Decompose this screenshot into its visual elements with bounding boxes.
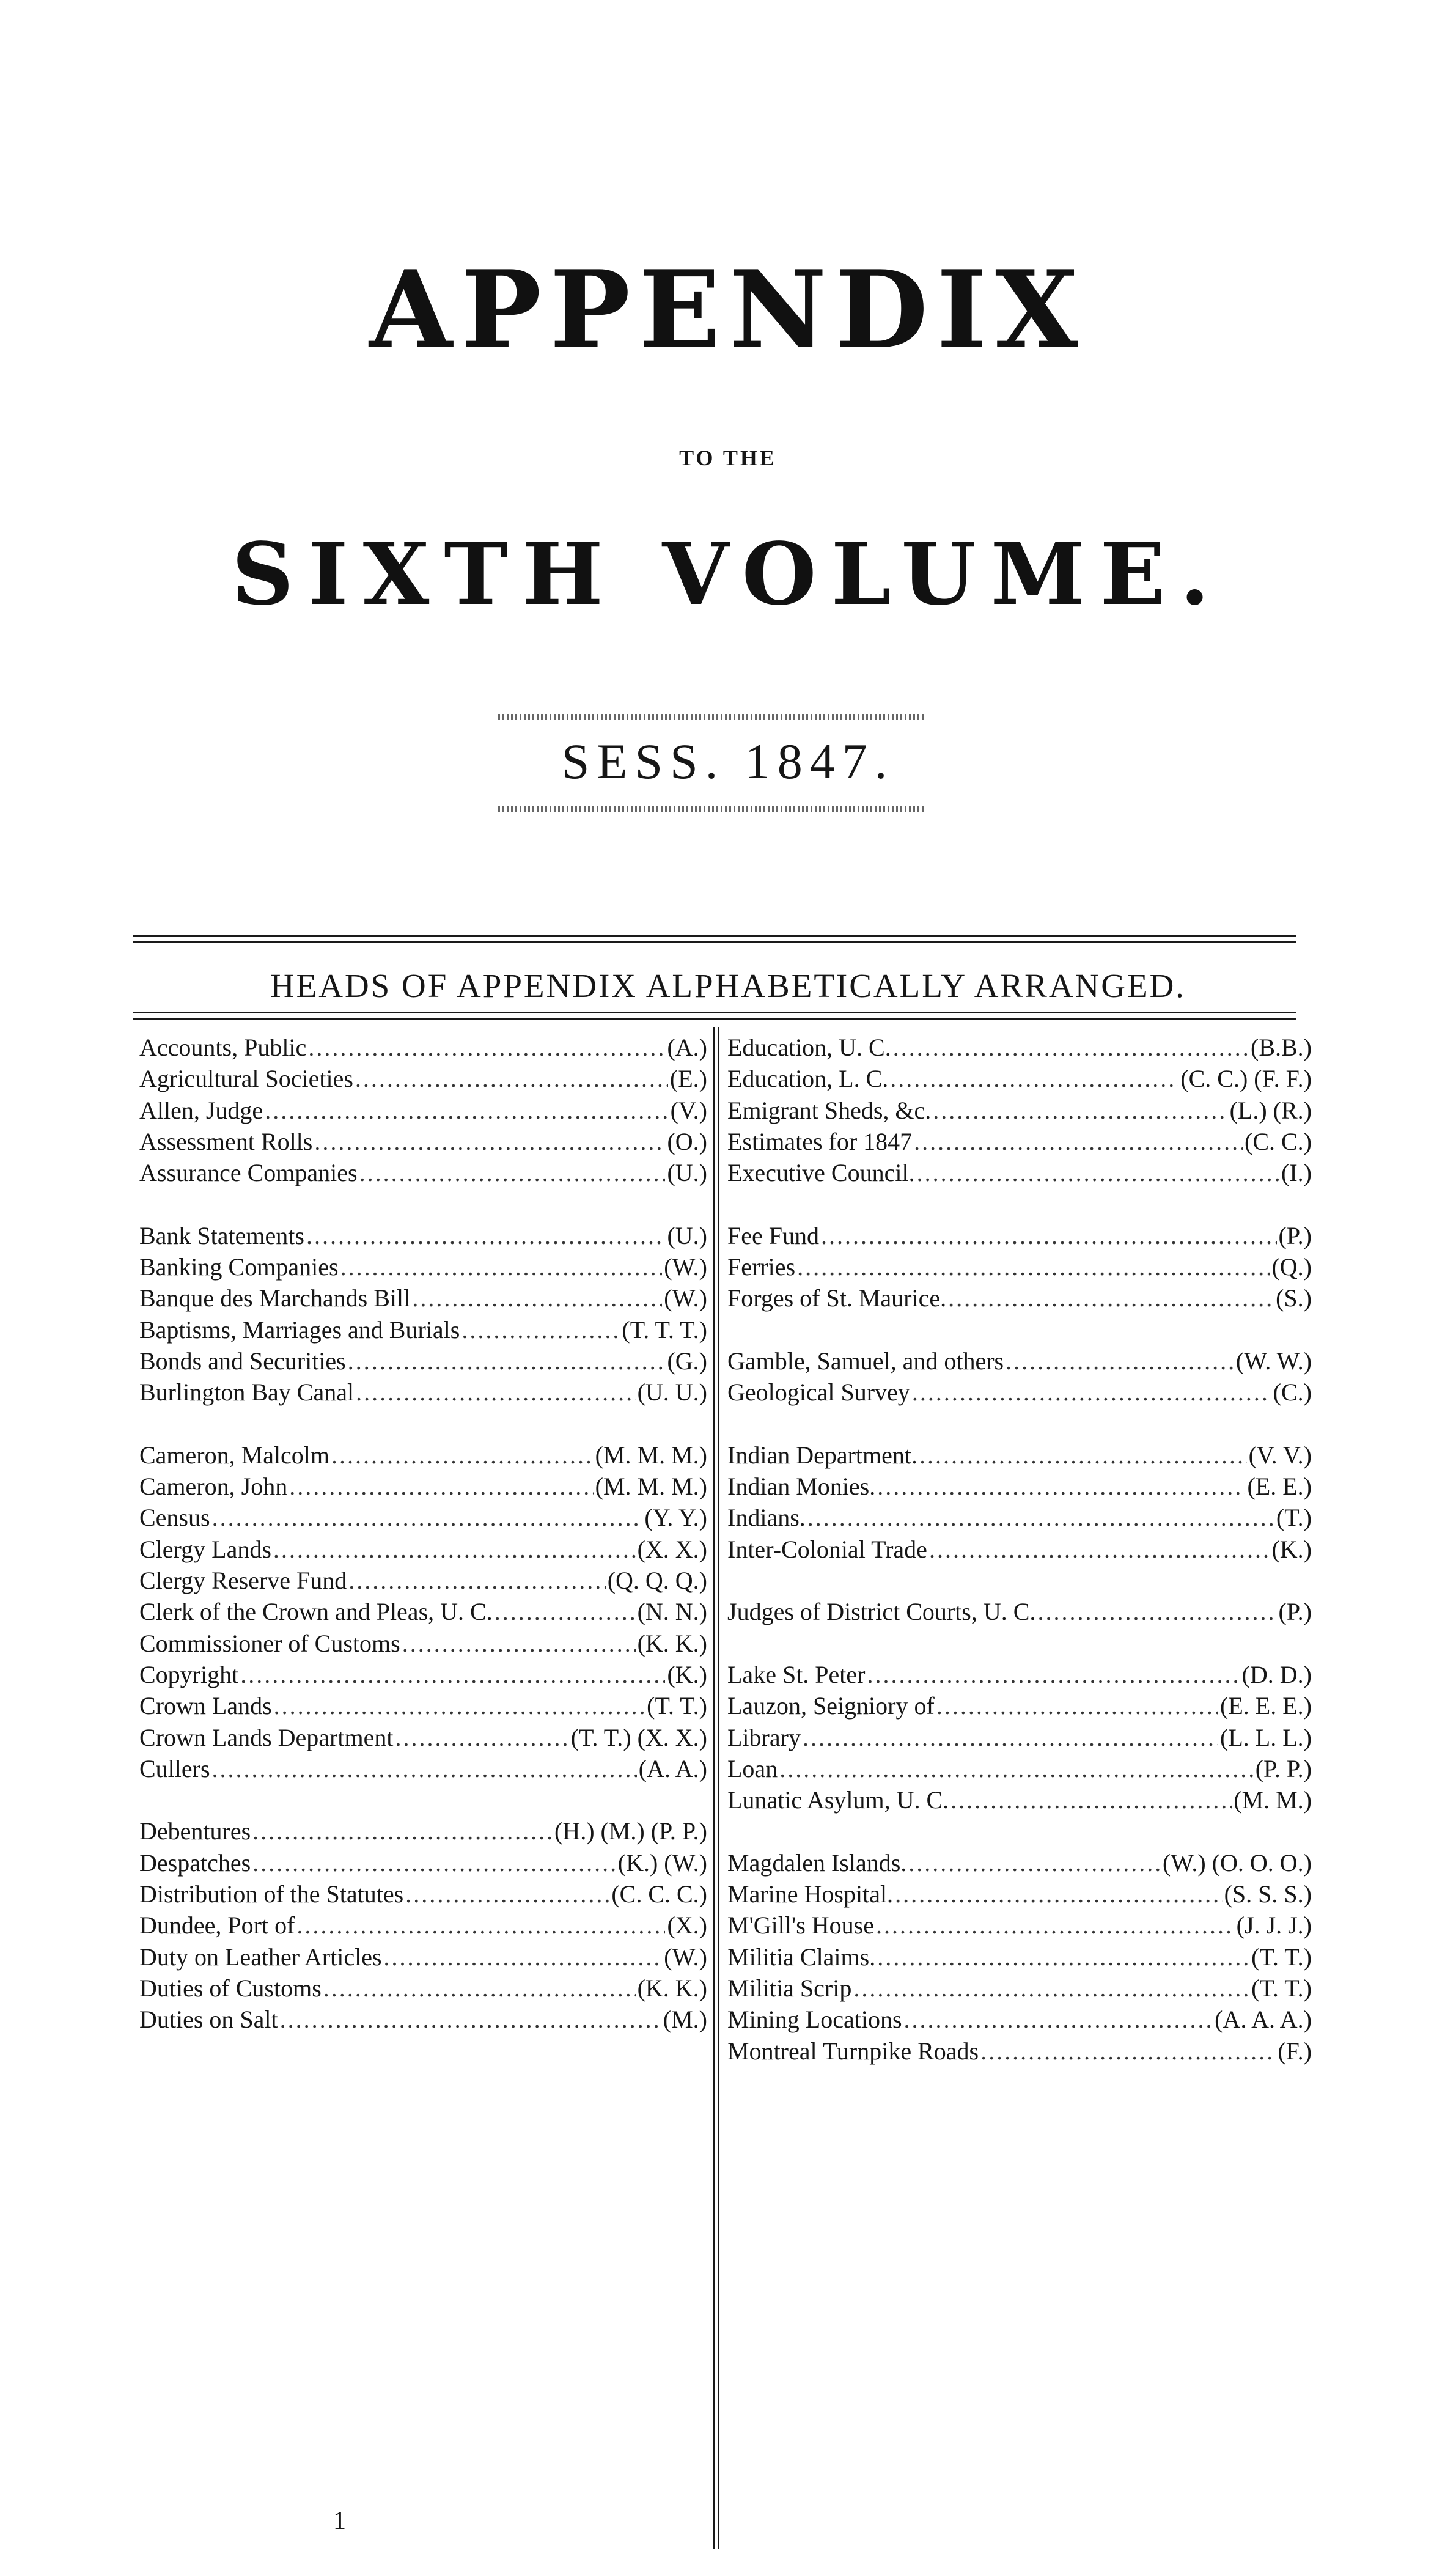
leader-dots — [908, 1847, 1161, 1878]
page-number: 1 — [333, 2507, 346, 2535]
entry-name: Forges of St. Maurice. — [727, 1284, 947, 1312]
group-spacer — [727, 1565, 1312, 1596]
entry-reference: (U.) — [667, 1221, 707, 1249]
index-entry — [139, 1251, 707, 1282]
leader-dots — [359, 1157, 666, 1188]
leader-dots — [495, 1596, 636, 1627]
leader-dots — [936, 1690, 1218, 1721]
to-the-subtitle: TO THE — [679, 446, 777, 470]
index-entry — [727, 1157, 1312, 1188]
group-spacer — [727, 1188, 1312, 1219]
entry-reference: (X.) — [667, 1911, 707, 1940]
entry-reference: (K.) — [667, 1660, 707, 1688]
entry-reference: (E. E.) — [1247, 1473, 1312, 1501]
leader-dots — [821, 1220, 1277, 1251]
index-entry — [727, 1220, 1312, 1251]
index-entry — [727, 1910, 1312, 1941]
entry-reference: (H.) (M.) (P. P.) — [554, 1817, 707, 1845]
entry-name: Baptisms, Marriages and Burials — [139, 1315, 460, 1344]
entry-name: Clerk of the Crown and Pleas, U. C. — [139, 1598, 493, 1626]
entry-name: Inter-Colonial Trade — [727, 1535, 927, 1563]
entry-name: Indians. — [727, 1504, 806, 1532]
group-spacer — [139, 1408, 707, 1440]
entry-name: Crown Lands — [139, 1692, 272, 1720]
entry-reference: (W.) — [664, 1943, 707, 1971]
entry-name: Dundee, Port of — [139, 1911, 295, 1940]
index-entry — [139, 1220, 707, 1251]
entry-name: Duties of Customs — [139, 1974, 322, 2002]
entry-reference: (T. T.) (X. X.) — [570, 1723, 707, 1751]
entry-name: Cameron, Malcolm — [139, 1441, 330, 1469]
index-entry — [139, 1722, 707, 1753]
leader-dots — [895, 1878, 1223, 1910]
entry-reference: (Q. Q. Q.) — [607, 1567, 707, 1595]
index-entry — [139, 1596, 707, 1627]
leader-dots — [340, 1251, 663, 1282]
entry-reference: (T. T. T.) — [622, 1315, 707, 1344]
leader-dots — [384, 1941, 663, 1973]
entry-reference: (B.B.) — [1251, 1034, 1312, 1061]
entry-name: Lunatic Asylum, U. C. — [727, 1786, 949, 1814]
entry-reference: (K. K.) — [637, 1974, 707, 2002]
leader-dots — [893, 1032, 1249, 1063]
entry-name: Debentures — [139, 1817, 251, 1845]
entry-reference: (C.) — [1273, 1378, 1312, 1407]
heading-bottom-rule — [133, 1012, 1296, 1013]
leader-dots — [296, 1910, 665, 1941]
leader-dots — [252, 1815, 553, 1847]
volume-title: SIXTH VOLUME. — [232, 524, 1224, 625]
bottom-wavy-rule — [498, 806, 926, 812]
index-entry — [139, 1440, 707, 1471]
leader-dots — [348, 1565, 605, 1596]
index-entry — [139, 1659, 707, 1690]
entry-reference: (P. P.) — [1255, 1754, 1312, 1782]
entry-name: Lauzon, Seigniory of — [727, 1692, 935, 1720]
entry-name: Clergy Lands — [139, 1535, 271, 1563]
index-entry — [727, 1534, 1312, 1565]
index-entry — [727, 1878, 1312, 1910]
entry-name: Geological Survey — [727, 1378, 910, 1407]
entry-reference: (G.) — [667, 1347, 707, 1375]
entry-reference: (P.) — [1278, 1221, 1312, 1249]
index-entry — [727, 1502, 1312, 1533]
entry-name: Bonds and Securities — [139, 1347, 346, 1375]
group-spacer — [727, 1815, 1312, 1847]
leader-dots — [289, 1471, 593, 1502]
leader-dots — [323, 1973, 636, 2004]
entry-reference: (A. A.) — [638, 1754, 707, 1782]
entry-name: Mining Locations — [727, 2006, 902, 2034]
index-entry — [727, 1440, 1312, 1471]
leader-dots — [890, 1063, 1178, 1094]
index-entry — [727, 1722, 1312, 1753]
entry-reference: (U. U.) — [637, 1378, 707, 1407]
index-entry — [727, 1973, 1312, 2004]
entry-reference: (K.) — [1271, 1535, 1312, 1563]
entry-name: Ferries — [727, 1253, 796, 1281]
leader-dots — [904, 2004, 1213, 2035]
session-label: SESS. 1847. — [561, 734, 895, 789]
entry-reference: (E.) — [669, 1065, 707, 1093]
entry-name: Burlington Bay Canal — [139, 1378, 355, 1407]
entry-name: Duty on Leather Articles — [139, 1943, 382, 1971]
entry-reference: (S.) — [1276, 1284, 1312, 1312]
index-entry — [727, 1941, 1312, 1973]
index-entry — [727, 1659, 1312, 1690]
leader-dots — [274, 1690, 645, 1721]
index-entry — [727, 1847, 1312, 1878]
index-entry — [727, 1471, 1312, 1502]
entry-reference: (J. J. J.) — [1236, 1911, 1312, 1940]
leader-dots — [950, 1784, 1232, 1815]
index-entry — [727, 1784, 1312, 1815]
index-entry — [139, 1878, 707, 1910]
entry-reference: (P.) — [1278, 1598, 1312, 1626]
heads-heading: HEADS OF APPENDIX ALPHABETICALLY ARRANGED. — [270, 967, 1186, 1004]
index-entry — [139, 1910, 707, 1941]
entry-name: Assessment Rolls — [139, 1127, 313, 1155]
leader-dots — [803, 1722, 1218, 1753]
leader-dots — [348, 1345, 666, 1377]
appendix-title: APPENDIX — [369, 248, 1087, 373]
entry-reference: (C. C.) (F. F.) — [1180, 1065, 1312, 1093]
entry-reference: (W. W.) — [1235, 1347, 1312, 1375]
entry-name: Gamble, Samuel, and others — [727, 1347, 1004, 1375]
index-entry — [139, 1314, 707, 1345]
leader-dots — [395, 1722, 568, 1753]
entry-reference: (T. T.) — [647, 1692, 707, 1720]
right-index-column — [727, 1032, 1312, 2067]
index-entry — [727, 1690, 1312, 1721]
entry-name: Estimates for 1847 — [727, 1127, 913, 1155]
entry-name: Militia Claims. — [727, 1943, 876, 1971]
leader-dots — [280, 2004, 661, 2035]
leader-dots — [306, 1220, 666, 1251]
entry-reference: (A.) — [667, 1034, 707, 1061]
leader-dots — [314, 1126, 665, 1157]
leader-dots — [876, 1910, 1235, 1941]
group-spacer — [139, 1784, 707, 1815]
leader-dots — [807, 1502, 1274, 1533]
entry-reference: (X. X.) — [637, 1535, 707, 1563]
index-entry — [727, 2004, 1312, 2035]
index-entry — [139, 1095, 707, 1126]
entry-reference: (M.) — [663, 2006, 707, 2034]
entry-name: Census — [139, 1504, 210, 1532]
entry-name: Distribution of the Statutes — [139, 1880, 404, 1908]
entry-name: Clergy Reserve Fund — [139, 1567, 347, 1595]
leader-dots — [980, 2036, 1276, 2067]
leader-dots — [212, 1502, 643, 1533]
entry-name: M'Gill's House — [727, 1911, 874, 1940]
entry-name: Assurance Companies — [139, 1159, 358, 1187]
entry-reference: (A. A. A.) — [1215, 2006, 1312, 2034]
entry-reference: (O.) — [667, 1127, 707, 1155]
entry-reference: (Q.) — [1271, 1253, 1312, 1281]
entry-name: Indian Monies. — [727, 1473, 876, 1501]
entry-name: Cameron, John — [139, 1473, 288, 1501]
entry-reference: (V.) — [670, 1096, 707, 1124]
leader-dots — [402, 1628, 636, 1659]
entry-reference: (E. E. E.) — [1220, 1692, 1312, 1720]
entry-name: Emigrant Sheds, &c. — [727, 1096, 932, 1124]
entry-name: Allen, Judge — [139, 1096, 263, 1124]
entry-name: Bank Statements — [139, 1221, 304, 1249]
index-entry — [139, 1847, 707, 1878]
leader-dots — [877, 1471, 1245, 1502]
entry-name: Copyright — [139, 1660, 239, 1688]
entry-name: Despatches — [139, 1848, 251, 1877]
leader-dots — [405, 1878, 609, 1910]
heading-top-rule-2 — [133, 941, 1296, 943]
entry-reference: (T. T.) — [1251, 1943, 1312, 1971]
leader-dots — [308, 1032, 665, 1063]
entry-name: Cullers — [139, 1754, 210, 1782]
entry-name: Banque des Marchands Bill — [139, 1284, 411, 1312]
leader-dots — [355, 1063, 668, 1094]
entry-reference: (T.) — [1276, 1504, 1312, 1532]
index-entry — [139, 1565, 707, 1596]
leader-dots — [273, 1534, 636, 1565]
entry-reference: (F.) — [1278, 2037, 1312, 2065]
entry-reference: (V. V.) — [1248, 1441, 1312, 1469]
entry-name: Militia Scrip — [727, 1974, 852, 2002]
entry-reference: (U.) — [667, 1159, 707, 1187]
leader-dots — [853, 1973, 1249, 2004]
entry-name: Judges of District Courts, U. C. — [727, 1598, 1036, 1626]
index-entry — [139, 1628, 707, 1659]
index-entry — [139, 1471, 707, 1502]
entry-name: Crown Lands Department — [139, 1723, 394, 1751]
index-entry — [727, 1095, 1312, 1126]
leader-dots — [912, 1377, 1271, 1408]
entry-reference: (W.) — [664, 1253, 707, 1281]
entry-name: Executive Council. — [727, 1159, 915, 1187]
entry-name: Marine Hospital. — [727, 1880, 894, 1908]
entry-reference: (T. T.) — [1251, 1974, 1312, 2002]
leader-dots — [265, 1095, 668, 1126]
leader-dots — [461, 1314, 620, 1345]
index-entry — [139, 1815, 707, 1847]
index-entry — [139, 1126, 707, 1157]
leader-dots — [877, 1941, 1249, 1973]
index-entry — [139, 1941, 707, 1973]
index-entry — [139, 1063, 707, 1094]
entry-name: Banking Companies — [139, 1253, 339, 1281]
leader-dots — [252, 1847, 616, 1878]
index-entry — [139, 1502, 707, 1533]
entry-reference: (L. L. L.) — [1220, 1723, 1312, 1751]
index-entry — [727, 1126, 1312, 1157]
entry-reference: (S. S. S.) — [1224, 1880, 1312, 1908]
leader-dots — [919, 1440, 1247, 1471]
entry-name: Duties on Salt — [139, 2006, 278, 2034]
index-entry — [727, 1282, 1312, 1314]
leader-dots — [933, 1095, 1227, 1126]
entry-reference: (K. K.) — [637, 1629, 707, 1657]
entry-reference: (W.) — [664, 1284, 707, 1312]
leader-dots — [331, 1440, 594, 1471]
entry-reference: (Y. Y.) — [644, 1504, 707, 1532]
index-entry — [139, 1534, 707, 1565]
leader-dots — [914, 1126, 1243, 1157]
top-wavy-rule — [498, 714, 926, 720]
index-entry — [139, 1377, 707, 1408]
index-entry — [139, 1032, 707, 1063]
index-entry — [139, 2004, 707, 2035]
index-entry — [139, 1973, 707, 2004]
group-spacer — [727, 1408, 1312, 1440]
entry-name: Education, L. C. — [727, 1065, 889, 1093]
entry-name: Accounts, Public — [139, 1034, 307, 1061]
entry-name: Commissioner of Customs — [139, 1629, 400, 1657]
entry-reference: (M. M. M.) — [595, 1441, 707, 1469]
entry-reference: (C. C.) — [1245, 1127, 1312, 1155]
entry-name: Magdalen Islands. — [727, 1848, 907, 1877]
leader-dots — [1037, 1596, 1276, 1627]
leader-dots — [212, 1753, 637, 1784]
index-entry — [727, 2036, 1312, 2067]
group-spacer — [727, 1314, 1312, 1345]
entry-reference: (I.) — [1281, 1159, 1312, 1187]
entry-reference: (K.) (W.) — [617, 1848, 707, 1877]
group-spacer — [727, 1628, 1312, 1659]
entry-name: Lake St. Peter — [727, 1660, 866, 1688]
entry-name: Fee Fund — [727, 1221, 819, 1249]
entry-name: Library — [727, 1723, 801, 1751]
leader-dots — [797, 1251, 1270, 1282]
entry-name: Montreal Turnpike Roads — [727, 2037, 979, 2065]
leader-dots — [867, 1659, 1240, 1690]
index-entry — [139, 1157, 707, 1188]
entry-reference: (D. D.) — [1241, 1660, 1312, 1688]
entry-reference: (M. M. M.) — [595, 1473, 707, 1501]
leader-dots — [412, 1282, 662, 1314]
leader-dots — [356, 1377, 636, 1408]
index-entry — [727, 1251, 1312, 1282]
index-entry — [727, 1596, 1312, 1627]
index-entry — [139, 1690, 707, 1721]
index-entry — [139, 1282, 707, 1314]
index-entry — [727, 1753, 1312, 1784]
entry-name: Education, U. C. — [727, 1034, 891, 1061]
entry-reference: (N. N.) — [637, 1598, 707, 1626]
entry-reference: (W.) (O. O. O.) — [1162, 1848, 1312, 1877]
index-entry — [727, 1377, 1312, 1408]
index-entry — [139, 1753, 707, 1784]
entry-name: Agricultural Societies — [139, 1065, 353, 1093]
heading-top-rule — [133, 935, 1296, 937]
entry-reference: (C. C. C.) — [611, 1880, 707, 1908]
leader-dots — [929, 1534, 1270, 1565]
index-entry — [139, 1345, 707, 1377]
index-entry — [727, 1345, 1312, 1377]
leader-dots — [1006, 1345, 1234, 1377]
index-entry — [727, 1032, 1312, 1063]
column-divider — [713, 1027, 719, 2549]
group-spacer — [139, 1188, 707, 1219]
leader-dots — [779, 1753, 1254, 1784]
leader-dots — [917, 1157, 1279, 1188]
entry-name: Loan — [727, 1754, 778, 1782]
entry-reference: (M. M.) — [1234, 1786, 1312, 1814]
entry-reference: (L.) (R.) — [1229, 1096, 1312, 1124]
leader-dots — [948, 1282, 1274, 1314]
left-index-column — [139, 1032, 707, 2036]
leader-dots — [240, 1659, 665, 1690]
heading-bottom-rule-2 — [133, 1018, 1296, 1020]
entry-name: Indian Department. — [727, 1441, 917, 1469]
index-entry — [727, 1063, 1312, 1094]
